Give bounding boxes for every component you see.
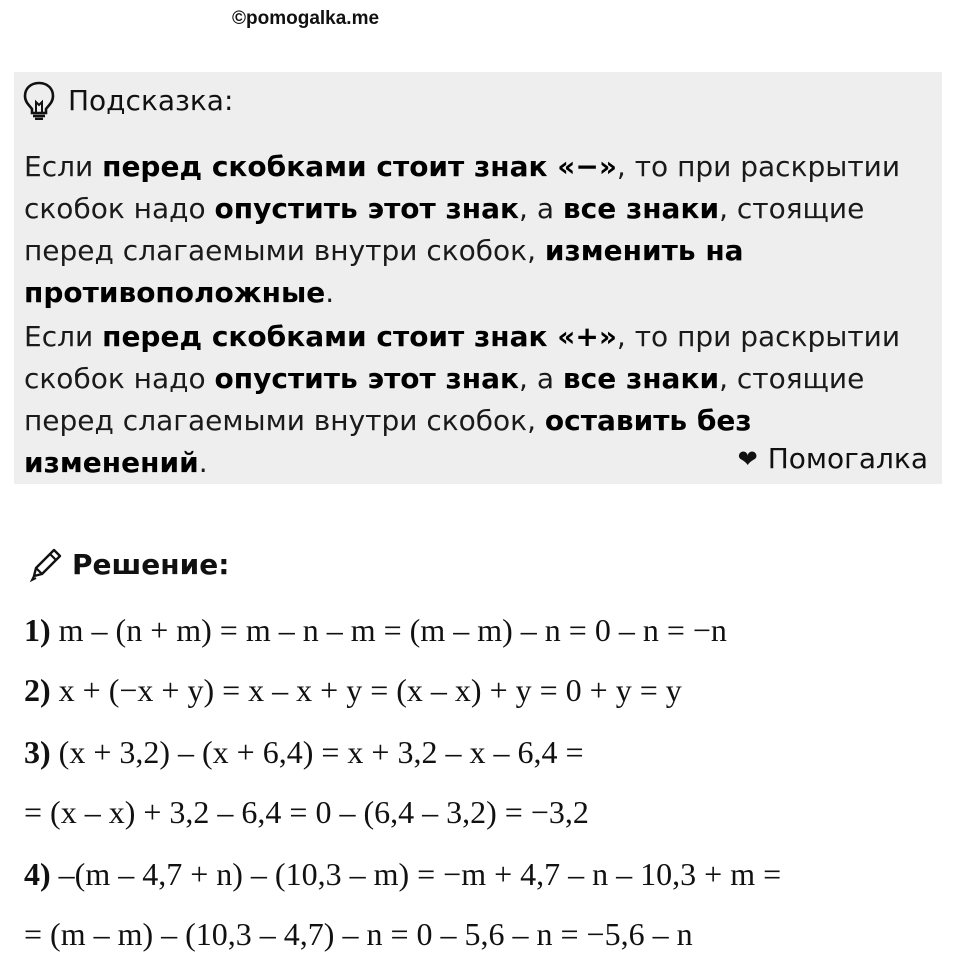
line-expression: x + (−x + y) = x – x + y = (x – x) + y = 0 + y = y bbox=[50, 672, 682, 708]
pencil-icon bbox=[26, 544, 66, 584]
body-text: . bbox=[325, 276, 335, 309]
line-number: 1) bbox=[24, 612, 51, 648]
body-text: . bbox=[198, 446, 208, 479]
heart-icon: ❤ bbox=[737, 444, 758, 473]
emphasis-text: все знаки bbox=[562, 192, 720, 225]
body-text: , а bbox=[519, 192, 563, 225]
body-text: , то при раскрытии скобок надо bbox=[24, 150, 901, 225]
body-text: , а bbox=[519, 362, 563, 395]
body-text: , стоящие перед слагаемыми внутри скобок, bbox=[24, 192, 865, 267]
solution-header bbox=[26, 544, 229, 584]
hint-header bbox=[22, 80, 233, 120]
emphasis-text: все знаки bbox=[562, 362, 720, 395]
line-number: 2) bbox=[24, 672, 51, 708]
solution-line-3-continued bbox=[24, 794, 589, 831]
body-text: , стоящие перед слагаемыми внутри скобок, bbox=[24, 362, 865, 437]
watermark: ©pomogalka.me bbox=[232, 8, 380, 29]
lightbulb-icon bbox=[22, 80, 56, 120]
emphasis-text: перед скобками стоит знак «+» bbox=[102, 320, 617, 353]
solution-line-4 bbox=[24, 856, 781, 893]
emphasis-text: опустить этот знак bbox=[214, 362, 520, 395]
line-expression: = (x – x) + 3,2 – 6,4 = 0 – (6,4 – 3,2) = −3,2 bbox=[24, 794, 589, 830]
line-expression: = (m – m) – (10,3 – 4,7) – n = 0 – 5,6 – n = −5,6 – n bbox=[24, 916, 693, 952]
line-number: 3) bbox=[24, 734, 51, 770]
solution-line-4-continued bbox=[24, 916, 693, 953]
hint-paragraph-minus bbox=[24, 146, 924, 314]
emphasis-text: изменить на противоположные bbox=[24, 234, 744, 309]
body-text: Если bbox=[24, 320, 103, 353]
emphasis-text: оставить без изменений bbox=[24, 404, 752, 479]
solution-line-2 bbox=[24, 672, 682, 709]
brand-name: Помогалка bbox=[767, 442, 928, 475]
brand-signature bbox=[738, 442, 928, 475]
solution-title: Решение: bbox=[72, 547, 230, 581]
solution-line-3 bbox=[24, 734, 584, 771]
hint-title: Подсказка: bbox=[68, 83, 234, 117]
line-expression: (x + 3,2) – (x + 6,4) = x + 3,2 – x – 6,4 = bbox=[50, 734, 584, 770]
body-text: , то при раскрытии скобок надо bbox=[24, 320, 901, 395]
line-expression: –(m – 4,7 + n) – (10,3 – m) = −m + 4,7 – n – 10,3 + m = bbox=[50, 856, 782, 892]
body-text: Если bbox=[24, 150, 103, 183]
line-number: 4) bbox=[24, 856, 51, 892]
solution-line-1 bbox=[24, 612, 727, 649]
line-expression: m – (n + m) = m – n – m = (m – m) – n = 0 – n = −n bbox=[50, 612, 727, 648]
emphasis-text: перед скобками стоит знак «−» bbox=[102, 150, 617, 183]
emphasis-text: опустить этот знак bbox=[214, 192, 520, 225]
